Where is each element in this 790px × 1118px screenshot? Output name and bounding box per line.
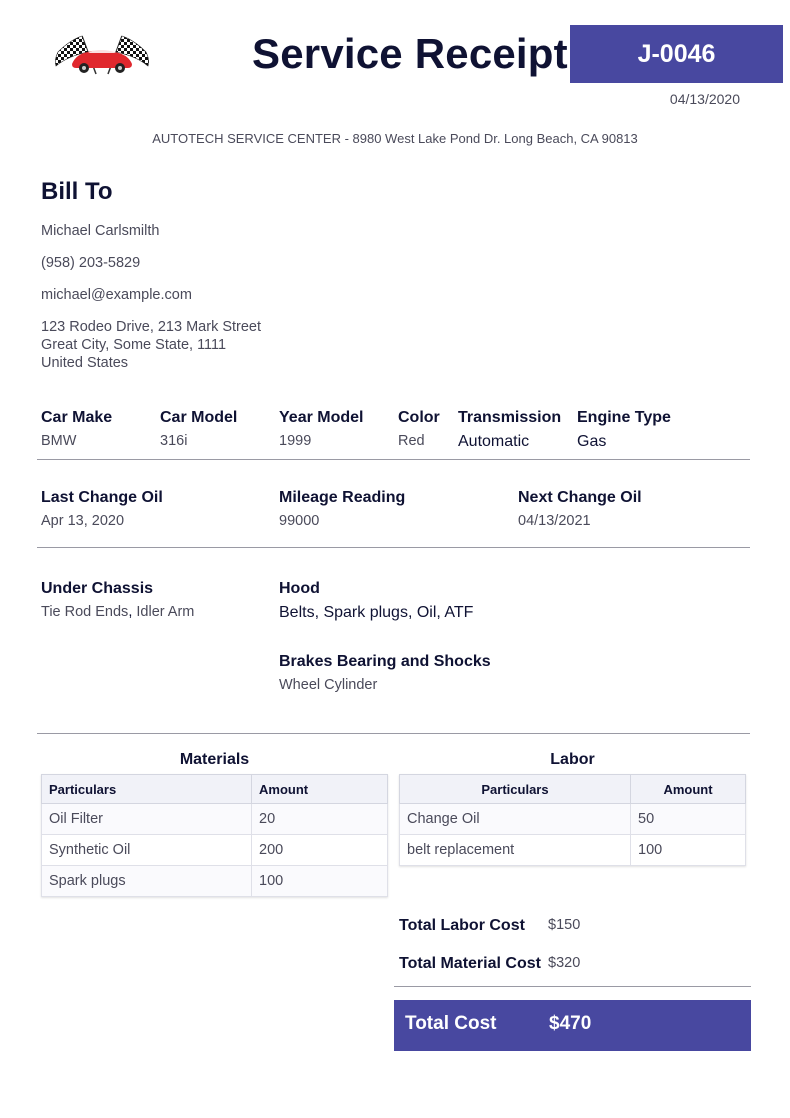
divider <box>37 459 750 460</box>
car-make-value: BMW <box>41 433 77 449</box>
col-amount: Amount <box>631 775 746 804</box>
racing-car-logo-icon <box>52 30 152 78</box>
total-labor-label: Total Labor Cost <box>399 917 525 934</box>
mileage-reading-label: Mileage Reading <box>279 489 406 506</box>
year-model-value: 1999 <box>279 433 312 449</box>
cell-amount: 100 <box>252 866 388 897</box>
table-row <box>42 866 388 897</box>
total-material-label: Total Material Cost <box>399 955 541 972</box>
divider <box>394 986 751 987</box>
brakes-value: Wheel Cylinder <box>279 677 378 693</box>
last-change-oil-label: Last Change Oil <box>41 489 163 506</box>
materials-table <box>41 774 388 897</box>
transmission-value: Automatic <box>458 433 530 450</box>
last-change-oil-value: Apr 13, 2020 <box>41 513 125 529</box>
customer-email: michael@example.com <box>41 287 192 303</box>
total-material-value: $320 <box>548 955 581 971</box>
year-model-label: Year Model <box>279 409 364 426</box>
customer-name: Michael Carlsmilth <box>41 223 160 239</box>
address-line-1: 123 Rodeo Drive, 213 Mark Street <box>41 319 262 335</box>
labor-heading: Labor <box>550 751 595 768</box>
col-amount: Amount <box>252 775 388 804</box>
transmission-label: Transmission <box>458 409 562 426</box>
color-value: Red <box>398 433 425 449</box>
address-line-3: United States <box>41 355 129 371</box>
under-chassis-value <box>41 604 194 620</box>
col-particulars: Particulars <box>400 775 631 804</box>
cell-particular: Oil Filter <box>42 804 252 835</box>
divider <box>37 733 750 734</box>
hood-value: Belts, Spark plugs, Oil, ATF <box>279 604 474 621</box>
brakes-label: Brakes Bearing and Shocks <box>279 653 491 670</box>
under-chassis-label: Under Chassis <box>41 580 154 597</box>
divider <box>37 547 750 548</box>
table-row <box>42 804 388 835</box>
customer-address <box>41 318 261 372</box>
total-cost-label: Total Cost <box>405 1013 497 1034</box>
next-change-oil-label: Next Change Oil <box>518 489 642 506</box>
car-model-value: 316i <box>160 433 188 449</box>
color-label: Color <box>398 409 440 426</box>
engine-type-value: Gas <box>577 433 607 450</box>
total-cost-value: $470 <box>549 1013 592 1034</box>
receipt-date: 04/13/2020 <box>669 91 740 107</box>
cell-particular: belt replacement <box>400 835 631 866</box>
labor-table <box>399 774 746 866</box>
table-header-row <box>400 775 746 804</box>
cell-amount: 200 <box>252 835 388 866</box>
cell-amount: 20 <box>252 804 388 835</box>
hood-label: Hood <box>279 580 320 597</box>
job-number-badge: J-0046 <box>570 25 783 83</box>
table-row <box>400 804 746 835</box>
mileage-reading-value: 99000 <box>279 513 320 529</box>
cell-amount: 100 <box>631 835 746 866</box>
table-row <box>400 835 746 866</box>
table-row <box>42 835 388 866</box>
cell-particular: Synthetic Oil <box>42 835 252 866</box>
car-make-label: Car Make <box>41 409 113 426</box>
cell-amount: 50 <box>631 804 746 835</box>
col-particulars: Particulars <box>42 775 252 804</box>
address-line-2: Great City, Some State, 1111 <box>41 337 227 353</box>
customer-phone: (958) 203-5829 <box>41 255 141 271</box>
page-title: Service Receipt <box>252 30 568 77</box>
under-chassis-separator: , <box>128 604 133 620</box>
car-model-label: Car Model <box>160 409 238 426</box>
table-header-row <box>42 775 388 804</box>
under-chassis-item: Idler Arm <box>136 604 195 620</box>
total-cost-bar <box>394 1000 751 1051</box>
engine-type-label: Engine Type <box>577 409 671 426</box>
total-labor-value: $150 <box>548 917 581 933</box>
bill-to-heading: Bill To <box>41 178 113 205</box>
company-address: AUTOTECH SERVICE CENTER - 8980 West Lake Pond Dr. Long Beach, CA 90813 <box>152 131 638 146</box>
cell-particular: Change Oil <box>400 804 631 835</box>
cell-particular: Spark plugs <box>42 866 252 897</box>
next-change-oil-value: 04/13/2021 <box>518 513 591 529</box>
under-chassis-item: Tie Rod Ends <box>41 604 129 620</box>
materials-heading: Materials <box>179 751 250 768</box>
